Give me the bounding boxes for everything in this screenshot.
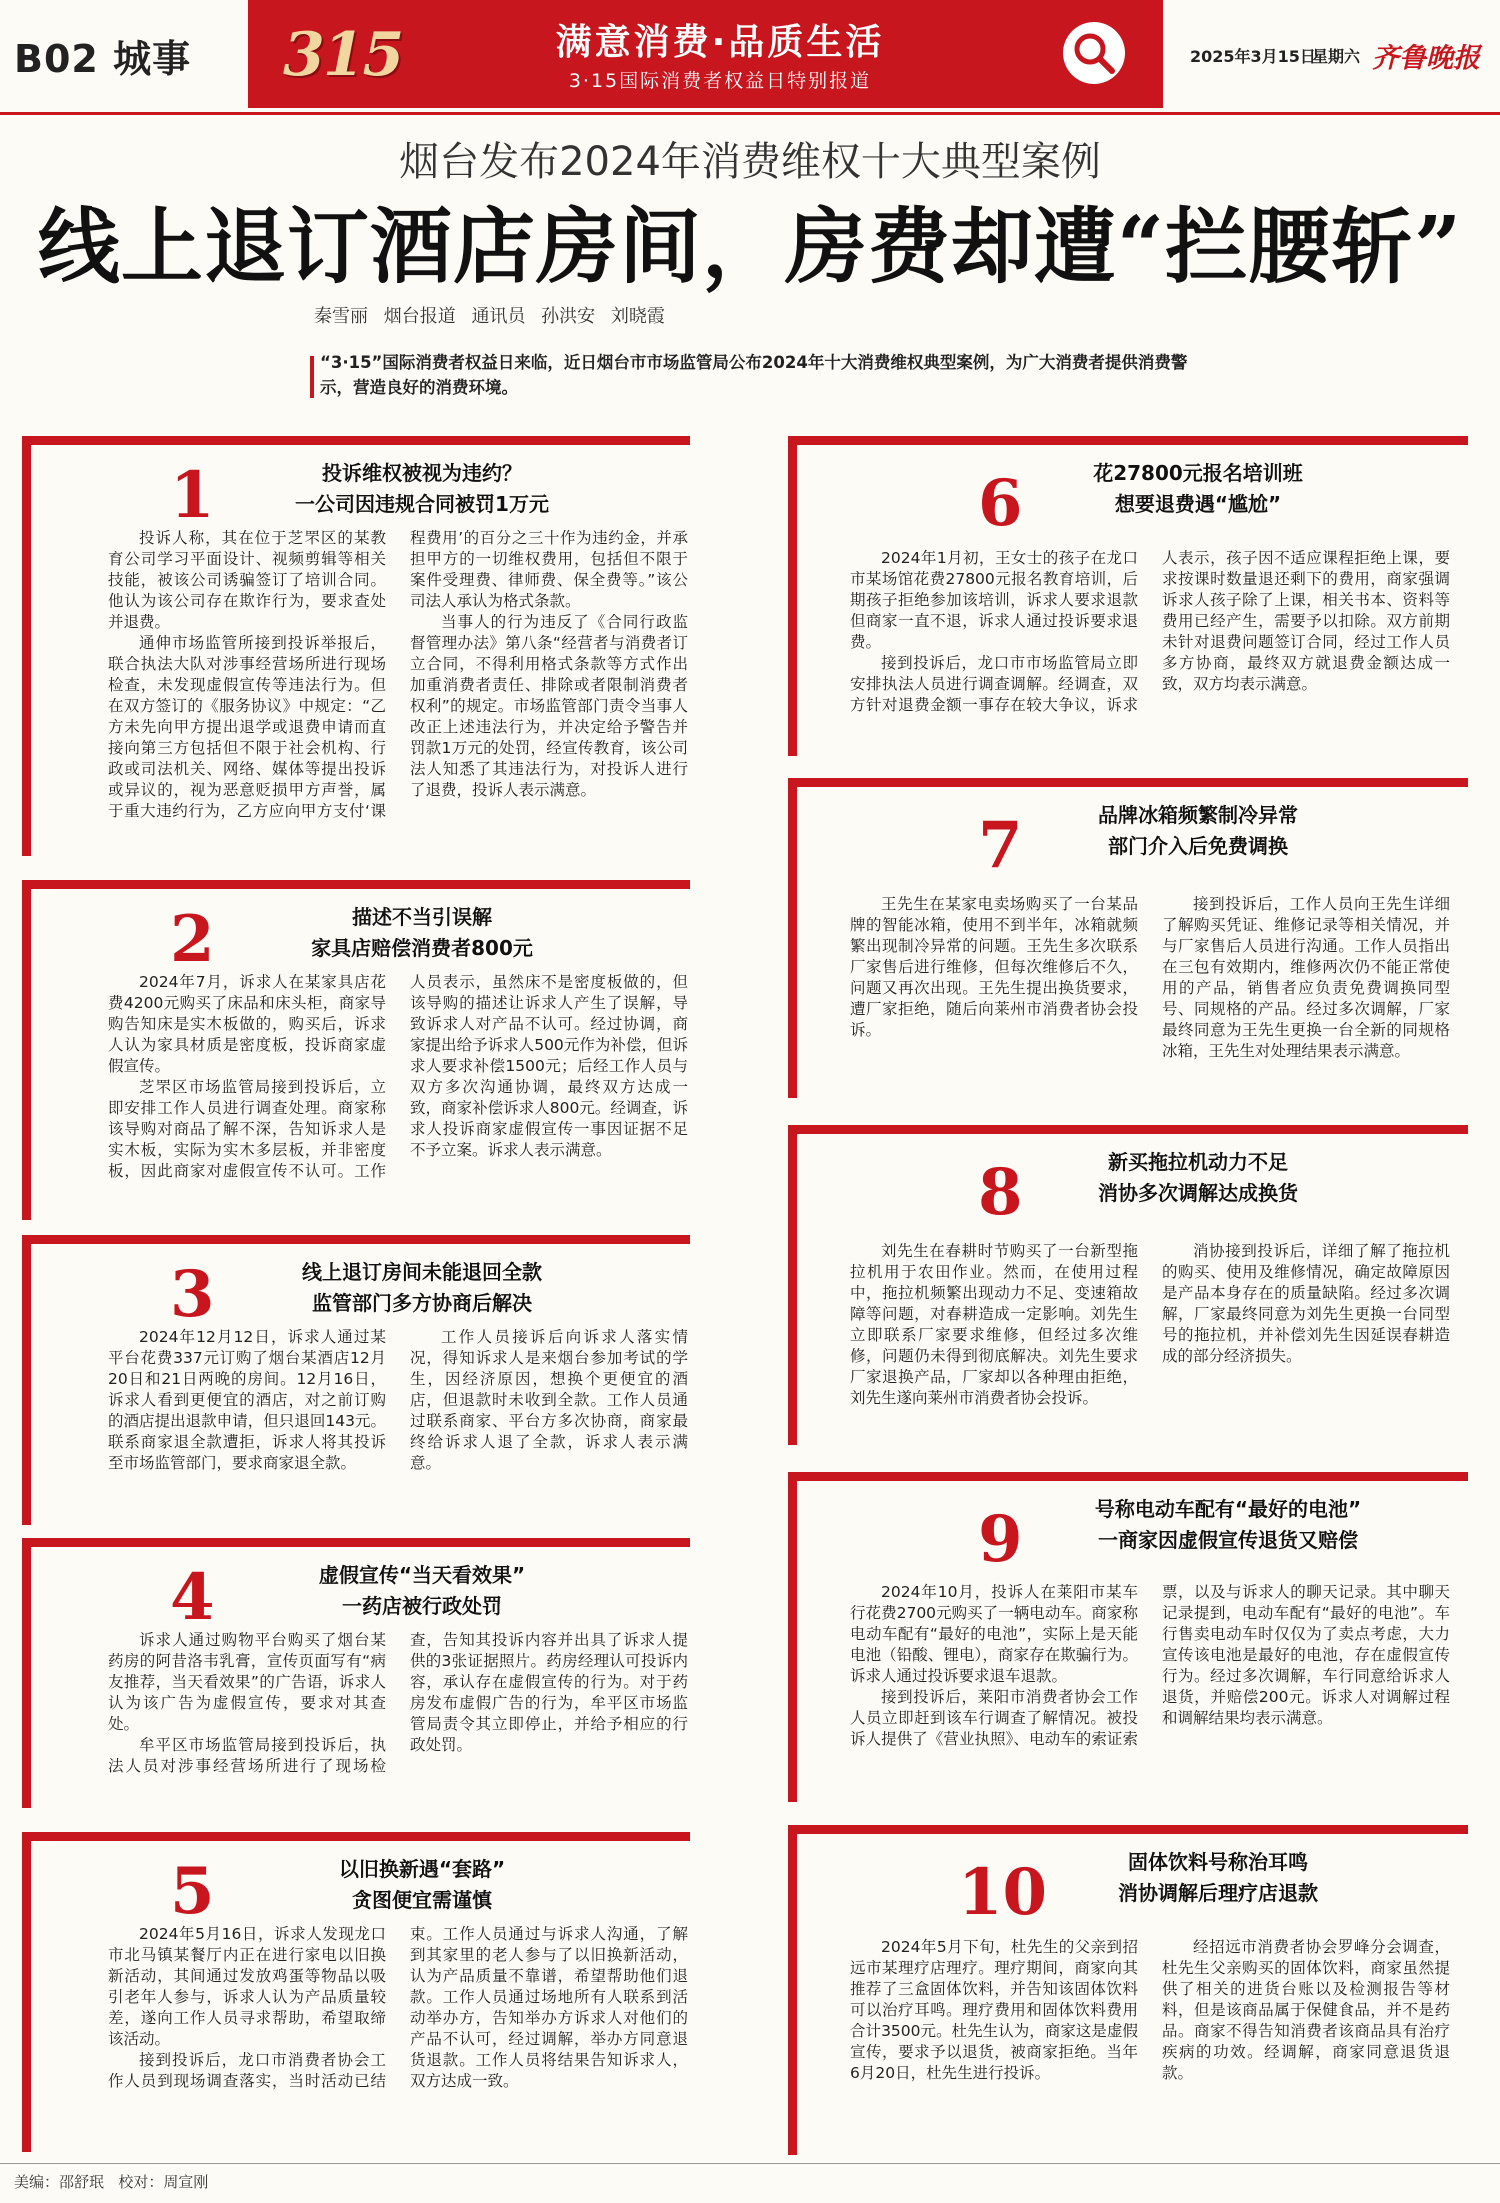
case-title bbox=[222, 1257, 622, 1319]
card-top-bar bbox=[22, 1235, 690, 1244]
card-top-bar bbox=[788, 436, 1468, 445]
case-paragraph: 当事人的行为违反了《合同行政监督管理办法》第八条“经营者与消费者订立合同，不得利用格式条款等方式作出加重消费者责任、排除或者限制消费者权利”的规定。市场监管部门责令当事人改正上述违法行为，并决定给予警告并罚款1万元的处罚，经宣传教育，该公司法人知悉了其违法行为，对投诉人进行了退费，投诉人表示满意。 bbox=[410, 613, 688, 799]
case-card-4 bbox=[22, 1538, 690, 1808]
card-top-bar bbox=[22, 436, 690, 445]
case-paragraph: 王先生在某家电卖场购买了一台某品牌的智能冰箱，使用不到半年，冰箱就频繁出现制冷异常的问题。王先生多次联系厂家售后进行维修，但每次维修后不久，问题又再次出现。王先生提出换货要求，遭厂家拒绝，随后向莱州市消费者协会投诉。 bbox=[850, 895, 1138, 1039]
case-paragraph: 接到投诉后，工作人员向王先生详细了解购买凭证、维修记录等相关情况，并与厂家售后人员进行沟通。工作人员指出在三包有效期内，维修两次仍不能正常使用的产品，销售者应负责免费调换同型号、同规格的产品。经过多次调解，厂家最终同意为王先生更换一台全新的同规格冰箱，王先生对处理结果表示满意。 bbox=[1162, 895, 1450, 1060]
logo-315: 315 bbox=[283, 20, 403, 90]
case-paragraph: 2024年10月，投诉人在莱阳市某车行花费2700元购买了一辆电动车。商家称电动车配有“最好的电池”，实际上是天能电池（铅酸、锂电），商家存在欺骗行为。诉求人通过投诉要求退车退款。 bbox=[850, 1583, 1138, 1685]
case-paragraph: 2024年5月下旬，杜先生的父亲到招远市某理疗店理疗。理疗期间，商家向其推荐了三盒固体饮料，并告知该固体饮料可以治疗耳鸣。理疗费用和固体饮料费用合计3500元。杜先生认为，商家这是虚假宣传，要求予以退货，被商家拒绝。当年6月20日，杜先生进行投诉。 bbox=[850, 1938, 1138, 2082]
card-top-bar bbox=[788, 1472, 1468, 1481]
case-paragraph: 投诉人称，其在位于芝罘区的某教育公司学习平面设计、视频剪辑等相关技能，被该公司诱骗签订了培训合同。他认为该公司存在欺诈行为，要求查处并退费。 bbox=[108, 529, 386, 631]
footer-proofreader: 校对：周宣刚 bbox=[118, 2173, 209, 2191]
case-title-line2: 一药店被行政处罚 bbox=[342, 1594, 502, 1618]
case-paragraph: 消协接到投诉后，详细了解了拖拉机的购买、使用及维修情况，确定故障原因是产品本身存在的质量缺陷。经过多次调解，厂家最终同意为刘先生更换一台同型号的拖拉机，并补偿刘先生因延误春耕造成的部分经济损失。 bbox=[1162, 1242, 1450, 1365]
case-paragraph: 2024年7月，诉求人在某家具店花费4200元购买了床品和床头柜，商家导购告知床是实木板做的，购买后，诉求人认为家具材质是密度板，投诉商家虚假宣传。 bbox=[108, 973, 386, 1075]
case-title-line2: 想要退费遇“尴尬” bbox=[1114, 492, 1282, 516]
magnifier-icon bbox=[1063, 22, 1125, 84]
newspaper-name: 齐鲁晚报 bbox=[1372, 43, 1480, 74]
case-title bbox=[222, 458, 622, 520]
case-paragraph: 2024年1月初，王女士的孩子在龙口市某场馆花费27800元报名教育培训，后期孩子拒绝参加该培训，诉求人要求退款但商家一直不退，诉求人通过投诉要求退费。 bbox=[850, 549, 1138, 651]
case-card-2 bbox=[22, 880, 690, 1220]
card-left-bar bbox=[22, 1832, 31, 2152]
card-top-bar bbox=[22, 1832, 690, 1841]
case-card-3 bbox=[22, 1235, 690, 1525]
case-card-9 bbox=[788, 1472, 1468, 1802]
page-number: B02 城事 bbox=[14, 37, 192, 81]
card-top-bar bbox=[788, 1825, 1468, 1834]
case-title bbox=[222, 1560, 622, 1622]
case-paragraph: 2024年5月16日，诉求人发现龙口市北马镇某餐厅内正在进行家电以旧换新活动，其间通过发放鸡蛋等物品以吸引老年人参与，诉求人认为产品质量较差，遂向工作人员寻求帮助，希望取缔该活动。 bbox=[108, 1925, 386, 2048]
case-paragraph: 经招远市消费者协会罗峰分会调查，杜先生父亲购买的固体饮料，商家虽然提供了相关的进货台账以及检测报告等材料，但是该商品属于保健食品，并不是药品。商家不得告知消费者该商品具有治疗疾病的功效。经调解，商家同意退货退款。 bbox=[1162, 1938, 1450, 2082]
case-paragraph: 诉求人通过购物平台购买了烟台某药房的阿昔洛韦乳膏，宣传页面写有“病友推荐，当天看效果”的广告语，诉求人认为该广告为虚假宣传，要求对其查处。 bbox=[108, 1631, 386, 1733]
case-title bbox=[222, 902, 622, 964]
banner-subtitle: 3·15国际消费者权益日特别报道 bbox=[568, 70, 872, 92]
footer-credits bbox=[14, 2171, 208, 2192]
case-title-line2: 一公司因违规合同被罚1万元 bbox=[295, 492, 549, 516]
case-number: 10 bbox=[958, 1855, 1048, 1930]
case-number: 6 bbox=[978, 466, 1023, 541]
case-body bbox=[108, 972, 688, 1222]
card-left-bar bbox=[22, 880, 31, 1220]
article-kicker: 烟台发布2024年消费维权十大典型案例 bbox=[399, 139, 1101, 185]
card-top-bar bbox=[788, 778, 1468, 787]
banner-title: 满意消费·品质生活 bbox=[555, 22, 885, 63]
case-card-1 bbox=[22, 436, 690, 856]
card-top-bar bbox=[788, 1125, 1468, 1134]
card-left-bar bbox=[22, 1538, 31, 1808]
case-title-line2: 消协多次调解达成换货 bbox=[1098, 1181, 1298, 1205]
case-body bbox=[850, 548, 1450, 753]
article-byline: 秦雪丽 烟台报道 通讯员 孙洪安 刘晓霞 bbox=[314, 306, 665, 327]
case-title bbox=[1048, 1847, 1388, 1909]
case-number: 1 bbox=[170, 458, 215, 533]
case-number: 8 bbox=[978, 1155, 1023, 1230]
lead-accent-bar bbox=[310, 356, 314, 398]
case-card-5 bbox=[22, 1832, 690, 2152]
case-title-line1: 线上退订房间未能退回全款 bbox=[302, 1260, 542, 1284]
header-divider bbox=[0, 112, 1500, 115]
case-body bbox=[108, 1630, 688, 1810]
case-body bbox=[108, 1327, 688, 1527]
case-number: 3 bbox=[170, 1257, 215, 1332]
case-card-7 bbox=[788, 778, 1468, 1098]
case-number: 9 bbox=[978, 1502, 1023, 1577]
case-number: 5 bbox=[170, 1854, 215, 1929]
case-paragraph: 刘先生在春耕时节购买了一台新型拖拉机用于农田作业。然而，在使用过程中，拖拉机频繁出现动力不足、变速箱故障等问题，对春耕造成一定影响。刘先生立即联系厂家要求维修，但经过多次维修，问题仍未得到彻底解决。刘先生要求厂家退换产品，厂家却以各种理由拒绝，刘先生遂向莱州市消费者协会投诉。 bbox=[850, 1242, 1138, 1407]
case-number: 4 bbox=[170, 1560, 215, 1635]
case-body bbox=[108, 528, 688, 858]
issue-weekday: 星期六 bbox=[1312, 47, 1361, 66]
case-title-line1: 新买拖拉机动力不足 bbox=[1108, 1150, 1288, 1174]
case-paragraph: 芝罘区市场监管局接到投诉后，立即安排工作人员进行调查处理。商家称该导购对商品了解不深，告知诉求人是实木板，实际为实木多层板，并非密度板，因此商家对虚假宣传不认可。工作人员表示，虽然床不是密度板做的，但该导购的描述让诉求人产生了误解，导致诉求人对产品不认可。经过协调，商家提出给予诉求人500元作为补偿，但诉求人要求补偿1500元；后经工作人员与双方多次沟通协调，最终双方达成一致，商家补偿诉求人800元。经调查，诉求人投诉商家虚假宣传一事因证据不足不予立案。诉求人表示满意。 bbox=[108, 973, 688, 1180]
case-title-line1: 投诉维权被视为违约？ bbox=[322, 461, 522, 485]
case-title-line1: 以旧换新遇“套路” bbox=[338, 1857, 506, 1881]
case-paragraph: 工作人员接诉后向诉求人落实情况，得知诉求人是来烟台参加考试的学生，因经济原因，想换个更便宜的酒店，但退款时未收到全款。工作人员通过联系商家、平台方多次协商，商家最终给诉求人退了全款，诉求人表示满意。 bbox=[410, 1328, 688, 1472]
case-title-line1: 品牌冰箱频繁制冷异常 bbox=[1098, 803, 1298, 827]
case-title-line2: 一商家因虚假宣传退货又赔偿 bbox=[1098, 1528, 1358, 1552]
case-title-line2: 监管部门多方协商后解决 bbox=[312, 1291, 532, 1315]
case-card-10 bbox=[788, 1825, 1468, 2155]
card-top-bar bbox=[22, 1538, 690, 1547]
article-headline: 线上退订酒店房间，房费却遭“拦腰斩” bbox=[37, 199, 1463, 295]
case-title bbox=[1028, 1147, 1368, 1209]
case-title-line1: 描述不当引误解 bbox=[352, 905, 492, 929]
case-title-line2: 消协调解后理疗店退款 bbox=[1118, 1881, 1318, 1905]
case-number: 2 bbox=[170, 902, 215, 977]
issue-date: 2025年3月15日 bbox=[1190, 47, 1316, 66]
case-card-8 bbox=[788, 1125, 1468, 1445]
case-body bbox=[850, 1582, 1450, 1802]
case-body bbox=[850, 1241, 1450, 1446]
case-body bbox=[108, 1924, 688, 2149]
case-title-line1: 虚假宣传“当天看效果” bbox=[318, 1563, 526, 1587]
case-title bbox=[222, 1854, 622, 1916]
case-title bbox=[1018, 1494, 1438, 1556]
case-title-line2: 贪图便宜需谨慎 bbox=[352, 1888, 492, 1912]
case-paragraph: 2024年12月12日，诉求人通过某平台花费337元订购了烟台某酒店12月20日和21日两晚的房间。12月16日，诉求人看到更便宜的酒店，对之前订购的酒店提出退款申请，但只退回143元。联系商家退全款遭拒，诉求人将其投诉至市场监管部门，要求商家退全款。 bbox=[108, 1328, 386, 1472]
card-top-bar bbox=[22, 880, 690, 889]
case-paragraph: 接到投诉后，龙口市消费者协会工作人员到现场调查落实，当时活动已结束。工作人员通过与诉求人沟通，了解到其家里的老人参与了以旧换新活动，认为产品质量不靠谱，希望帮助他们退款。工作人员通过场地所有人联系到活动举办方，告知举办方诉求人对他们的产品不认可，经过调解，举办方同意退货退款。工作人员将结果告知诉求人，双方达成一致。 bbox=[108, 1925, 688, 2090]
case-paragraph: 通伸市场监管所接到投诉举报后，联合执法大队对涉事经营场所进行现场检查，未发现虚假宣传等违法行为。但在双方签订的《服务协议》中规定：“乙方未先向甲方提出退学或退费申请而直接向第三方包括但不限于社会机构、行政或司法机关、网络、媒体等提出投诉或异议的，视为恶意贬损甲方声誉，属于重大违约行为，乙方应向甲方支付‘课程费用’的百分之三十作为违约金，并承担甲方的一切维权费用，包括但不限于案件受理费、律师费、保全费等。”该公司法人承认为格式条款。 bbox=[108, 529, 688, 820]
article-lead: “3·15”国际消费者权益日来临，近日烟台市市场监管局公布2024年十大消费维权典型案例，为广大消费者提供消费警示，营造良好的消费环境。 bbox=[320, 353, 1188, 397]
case-paragraph: 接到投诉后，龙口市市场监管局立即安排执法人员进行调查调解。经调查，双方针对退费金额一事存在较大争议，诉求人表示，孩子因不适应课程拒绝上课，要求按课时数量退还剩下的费用，商家强调诉求人孩子除了上课，相关书本、资料等费用已经产生，需要予以扣除。双方前期未针对退费问题签订合同，经过工作人员多方协商，最终双方就退费金额达成一致，双方均表示满意。 bbox=[850, 549, 1450, 714]
footer-editor: 美编：邵舒珉 bbox=[14, 2173, 105, 2191]
card-left-bar bbox=[22, 1235, 31, 1525]
case-card-6 bbox=[788, 436, 1468, 756]
card-left-bar bbox=[788, 1825, 797, 2155]
case-title-line2: 部门介入后免费调换 bbox=[1108, 834, 1288, 858]
card-left-bar bbox=[788, 778, 797, 1098]
case-title bbox=[1028, 800, 1368, 862]
card-left-bar bbox=[788, 436, 797, 756]
case-body bbox=[850, 1937, 1450, 2152]
case-title-line1: 固体饮料号称治耳鸣 bbox=[1128, 1850, 1308, 1874]
card-left-bar bbox=[788, 1472, 797, 1802]
card-left-bar bbox=[22, 436, 31, 856]
case-title-line2: 家具店赔偿消费者800元 bbox=[311, 936, 533, 960]
case-number: 7 bbox=[978, 808, 1023, 883]
case-title-line1: 花27800元报名培训班 bbox=[1093, 461, 1303, 485]
case-paragraph: 牟平区市场监管局接到投诉后，执法人员对涉事经营场所进行了现场检查，告知其投诉内容并出具了诉求人提供的3张证据照片。药房经理认可投诉内容，承认存在虚假宣传的行为。对于药房发布虚假广告的行为，牟平区市场监管局责令其立即停止，并给予相应的行政处罚。 bbox=[108, 1631, 688, 1775]
case-paragraph: 接到投诉后，莱阳市消费者协会工作人员立即赶到该车行调查了解情况。被投诉人提供了《营业执照》、电动车的索证索票，以及与诉求人的聊天记录。其中聊天记录提到，电动车配有“最好的电池”。车行售卖电动车时仅仅为了卖点考虑，大力宣传该电池是最好的电池，存在虚假宣传行为。经过多次调解，车行同意给诉求人退货，并赔偿200元。诉求人对调解过程和调解结果均表示满意。 bbox=[850, 1583, 1450, 1748]
footer-divider bbox=[0, 2163, 1500, 2164]
case-title-line1: 号称电动车配有“最好的电池” bbox=[1094, 1497, 1362, 1521]
case-title bbox=[1028, 458, 1368, 520]
case-body bbox=[850, 894, 1450, 1099]
card-left-bar bbox=[788, 1125, 797, 1445]
